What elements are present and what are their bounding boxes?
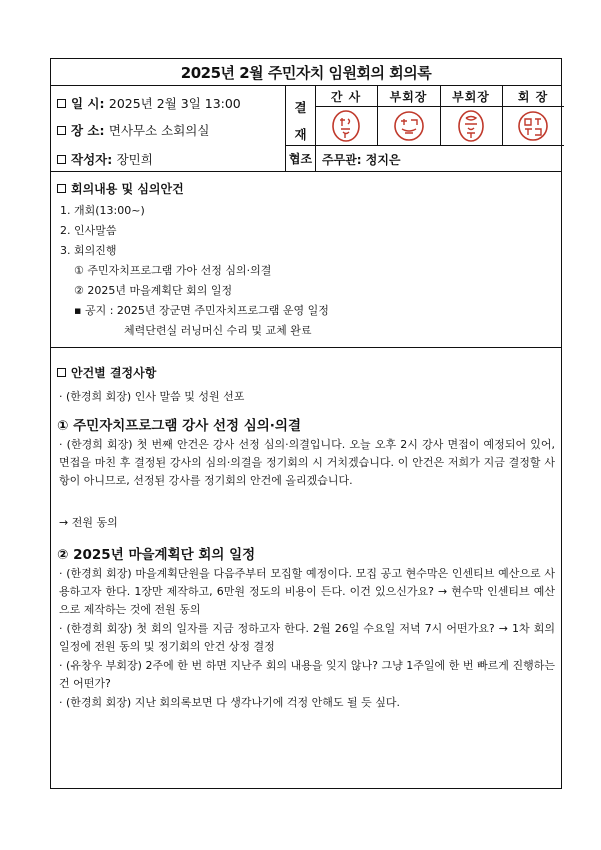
approver-vice-1 [377,86,441,145]
seal-stamp [377,107,440,145]
agenda-notice: ▪ 공지 : 2025년 장군면 주민자치프로그램 운영 일정 [74,304,329,317]
role-label: 회 장 [502,86,564,107]
decisions-heading: 안건별 결정사항 [57,364,156,381]
agenda-item: 2. 인사말씀 [60,224,117,237]
writer-line: 작성자: 장민희 [57,150,153,168]
document-title: 2025년 2월 주민자치 임원회의 회의록 [51,59,561,86]
approval-label: 결 재 [286,86,316,145]
agenda-item: 3. 회의진행 [60,244,117,257]
decision-item-2-paragraph: · (한경희 회장) 마을계획단원을 다음주부터 모집할 예정이다. 모집 공고 현수막은 인센티브 예산으로 사용하고자 한다. 1장만 제작하고, 6만원 정도의 비용이 든다. 이건 있으신가요? → 현수막 인센티브 예산으로 제작하는 것에 전원 동의 [59,567,555,616]
seal-stamp [502,107,564,145]
agenda-sub-item: ② 2025년 마을계획단 회의 일정 [74,284,233,297]
seal-stamp [315,107,377,145]
cooperation-label: 협조 [286,146,316,171]
role-label: 부회장 [440,86,502,107]
date-label: 일 시 [71,96,100,111]
minutes-document [50,58,562,789]
approver-president [502,86,564,145]
place-value: 면사무소 소회의실 [108,123,210,138]
checkbox-icon [57,184,66,193]
place-label: 장 소 [71,123,100,138]
decision-item-1-result: → 전원 동의 [59,516,118,529]
role-label: 부회장 [377,86,440,107]
agenda-notice-detail: 체력단련실 러닝머신 수리 및 교체 완료 [124,324,312,337]
header-block [51,86,561,172]
writer-value: 장민희 [116,152,153,167]
role-label: 간 사 [315,86,377,107]
place-line: 장 소: 면사무소 소회의실 [57,121,209,139]
decision-item-1-title: ① 주민자치프로그램 강사 선정 심의·의결 [57,418,302,434]
agenda-heading: 회의내용 및 심의안건 [57,180,184,197]
date-value: 2025년 2월 3일 13:00 [108,96,241,111]
seal-stamp [440,107,502,145]
agenda-sub-item: ① 주민자치프로그램 가아 선정 심의·의결 [74,264,272,277]
checkbox-icon [57,126,66,135]
opening-remark: · (한경희 회장) 인사 말씀 및 성원 선포 [59,390,245,403]
decision-item-2-paragraph: · (한경희 회장) 첫 회의 일자를 지금 정하고자 한다. 2월 26일 수요일 저녁 7시 어떤가요? → 1차 회의 일정에 전원 동의 및 정기회의 안건 상정 결정 [59,622,555,653]
approver-vice-2 [440,86,503,145]
checkbox-icon [57,155,66,164]
agenda-section [51,172,561,348]
checkbox-icon [57,99,66,108]
cooperation-value: 주무관: 정지은 [322,153,401,167]
cooperation-row [286,145,564,172]
decision-item-2-title: ② 2025년 마을계획단 회의 일정 [57,547,256,563]
decision-item-1-text: · (한경희 회장) 첫 번째 안건은 강사 선정 심의·의결입니다. 오늘 오후 2시 강사 면접이 예정되어 있어, 면접을 마친 후 결정된 강사의 심의·의결을 정기회의 시 거치겠습니다. 이 안건은 저희가 지금 결정할 사항이 아니므로, 선정된 강사를 정기회의 안건에 올리겠습니다. [59,438,555,487]
approval-table [285,86,564,171]
agenda-item: 1. 개회(13:00~) [60,204,145,217]
decision-item-2-paragraph: · (유창우 부회장) 2주에 한 번 하면 지난주 회의 내용을 잊지 않나? 그냥 1주일에 한 번 빠르게 진행하는건 어떤가? [59,659,555,690]
date-line: 일 시: 2025년 2월 3일 13:00 [57,94,241,112]
checkbox-icon [57,368,66,377]
writer-label: 작성자 [71,152,108,167]
approver-secretary [315,86,378,145]
decision-item-2-paragraph: · (한경희 회장) 지난 회의록보면 다 생각나기에 걱정 안해도 될 듯 싶다. [59,696,400,709]
